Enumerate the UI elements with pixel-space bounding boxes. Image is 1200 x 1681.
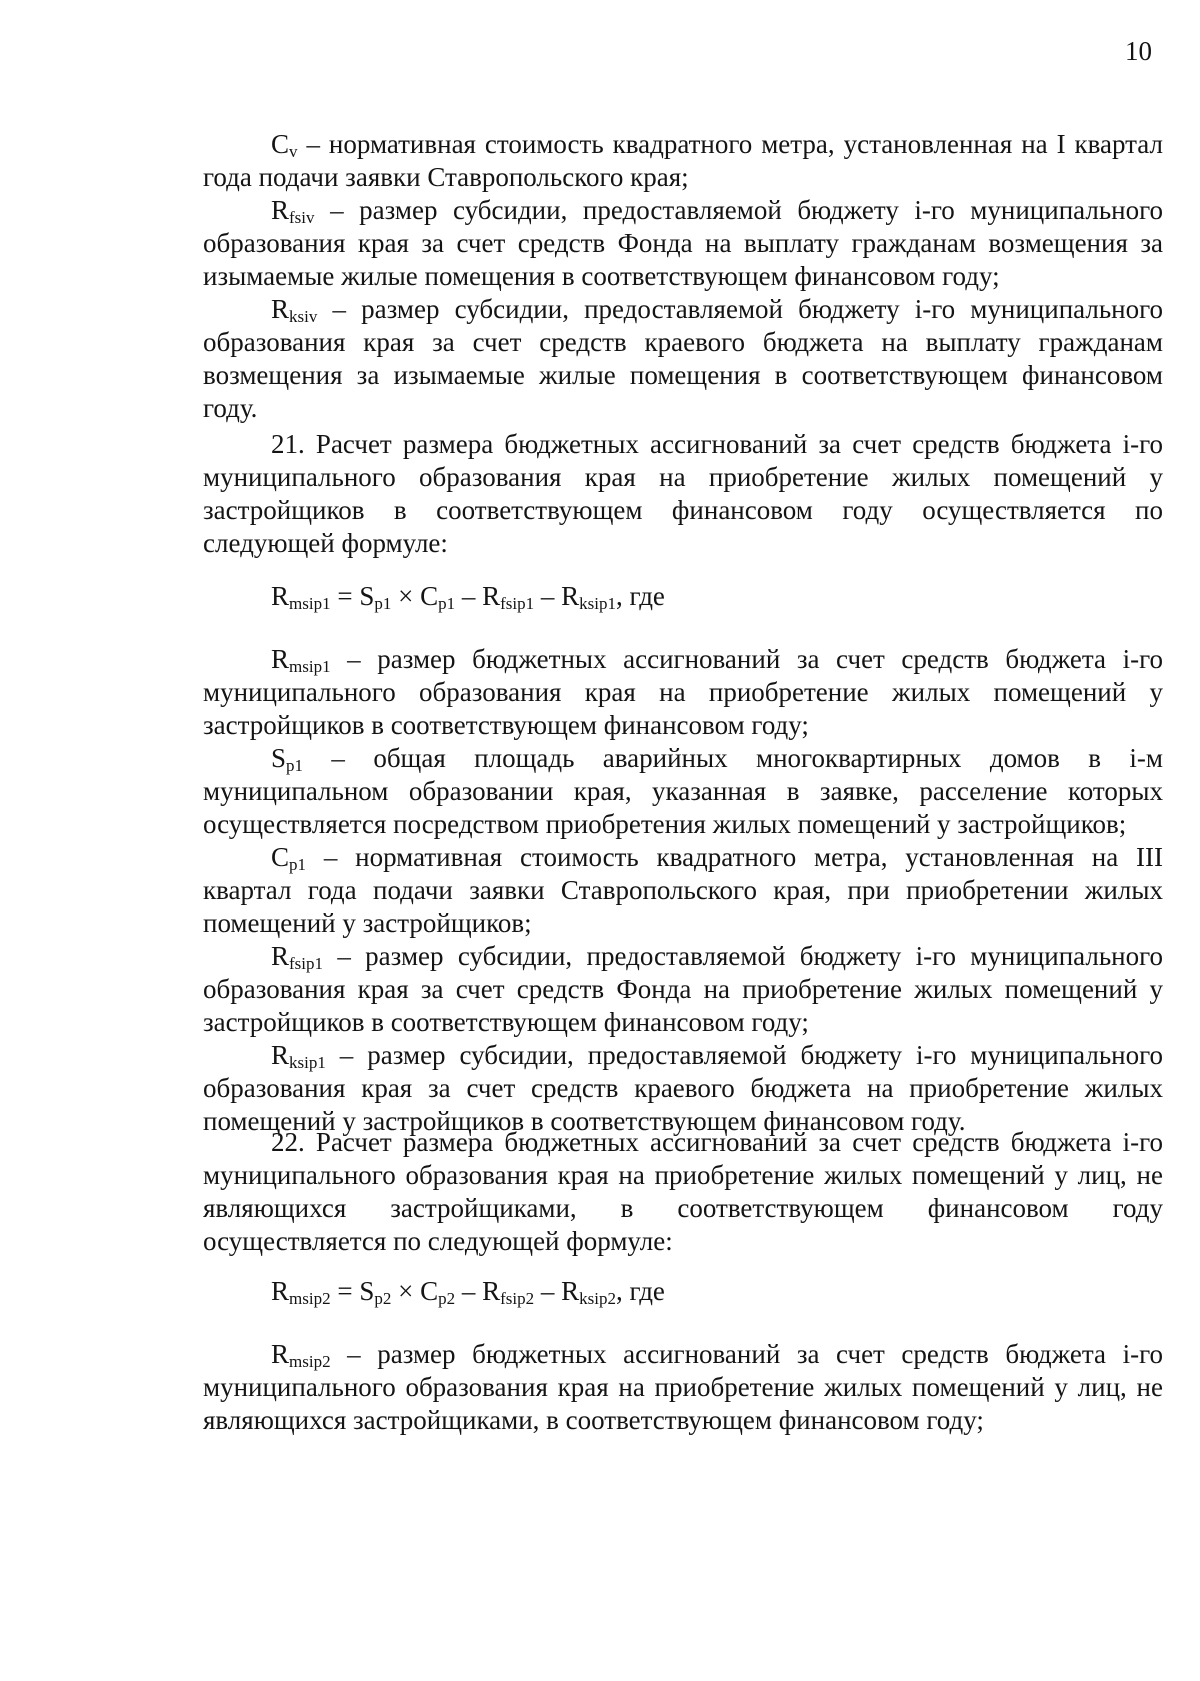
definition-rmsip1: $R_{msip1}$ – размер бюджетных ассигнований за счет средств бюджета i-го муниципального образования края на приобретение жилых помещений у застройщиков в соответствующем финансовом году;	[203, 644, 1163, 740]
section-22	[203, 1126, 1163, 1258]
definition-sp1: $S_{p1}$ – общая площадь аварийных многоквартирных домов в i-м муниципальном образовании края, указанная в заявке, расселение которых осуществляется посредством приобретения жилых помещений у застройщиков;	[203, 743, 1163, 839]
definition-cv: $C_v$ – нормативная стоимость квадратного метра, установленная на I квартал года подачи заявки Ставропольского края;	[203, 129, 1163, 192]
definition-rksiv: $R_{ksiv}$ – размер субсидии, предоставляемой бюджету i-го муниципального образования края за счет средств краевого бюджета на выплату гражданам возмещения за изымаемые жилые помещения в соответствующем финансовом году.	[203, 294, 1163, 423]
page-number: 10	[1125, 36, 1152, 66]
formula-1: $R_{msip1} = S_{p1} \times C_{p1} - R_{fsip1} - R_{ksip1}$, где	[271, 581, 665, 613]
definition-rksip1: $R_{ksip1}$ – размер субсидии, предоставляемой бюджету i-го муниципального образования края за счет средств краевого бюджета на приобретение жилых помещений у застройщиков в соответствующем финансовом году.	[203, 1040, 1163, 1136]
definitions-block-3	[203, 1338, 1163, 1437]
section-21	[203, 428, 1163, 560]
definition-rfsip1: $R_{fsip1}$ – размер субсидии, предоставляемой бюджету i-го муниципального образования края за счет средств Фонда на приобретение жилых помещений у застройщиков в соответствующем финансовом году;	[203, 941, 1163, 1037]
definitions-block-2	[203, 643, 1163, 1138]
definition-rmsip2: $R_{msip2}$ – размер бюджетных ассигнований за счет средств бюджета i-го муниципального образования края на приобретение жилых помещений у лиц, не являющихся застройщиками, в соответствующем финансовом году;	[203, 1339, 1163, 1435]
formula-2-block	[203, 1275, 1163, 1308]
section-22-text: 22. Расчет размера бюджетных ассигнований за счет средств бюджета i-го муниципального образования края на приобретение жилых помещений у лиц, не являющихся застройщиками, в соответствующем финансовом году осуществляется по следующей формуле:	[203, 1127, 1163, 1256]
section-21-text: 21. Расчет размера бюджетных ассигнований за счет средств бюджета i-го муниципального образования края на приобретение жилых помещений у застройщиков в соответствующем финансовом году осуществляется по следующей формуле:	[203, 429, 1163, 558]
formula-2: $R_{msip2} = S_{p2} \times C_{p2} - R_{fsip2} - R_{ksip2}$, где	[271, 1276, 665, 1308]
definition-rfsiv: $R_{fsiv}$ – размер субсидии, предоставляемой бюджету i-го муниципального образования края за счет средств Фонда на выплату гражданам возмещения за изымаемые жилые помещения в соответствующем финансовом году;	[203, 195, 1163, 291]
definition-cp1: $C_{p1}$ – нормативная стоимость квадратного метра, установленная на III квартал года подачи заявки Ставропольского края, при приобретении жилых помещений у застройщиков;	[203, 842, 1163, 938]
formula-1-block	[203, 580, 1163, 613]
definitions-block-1	[203, 128, 1163, 425]
